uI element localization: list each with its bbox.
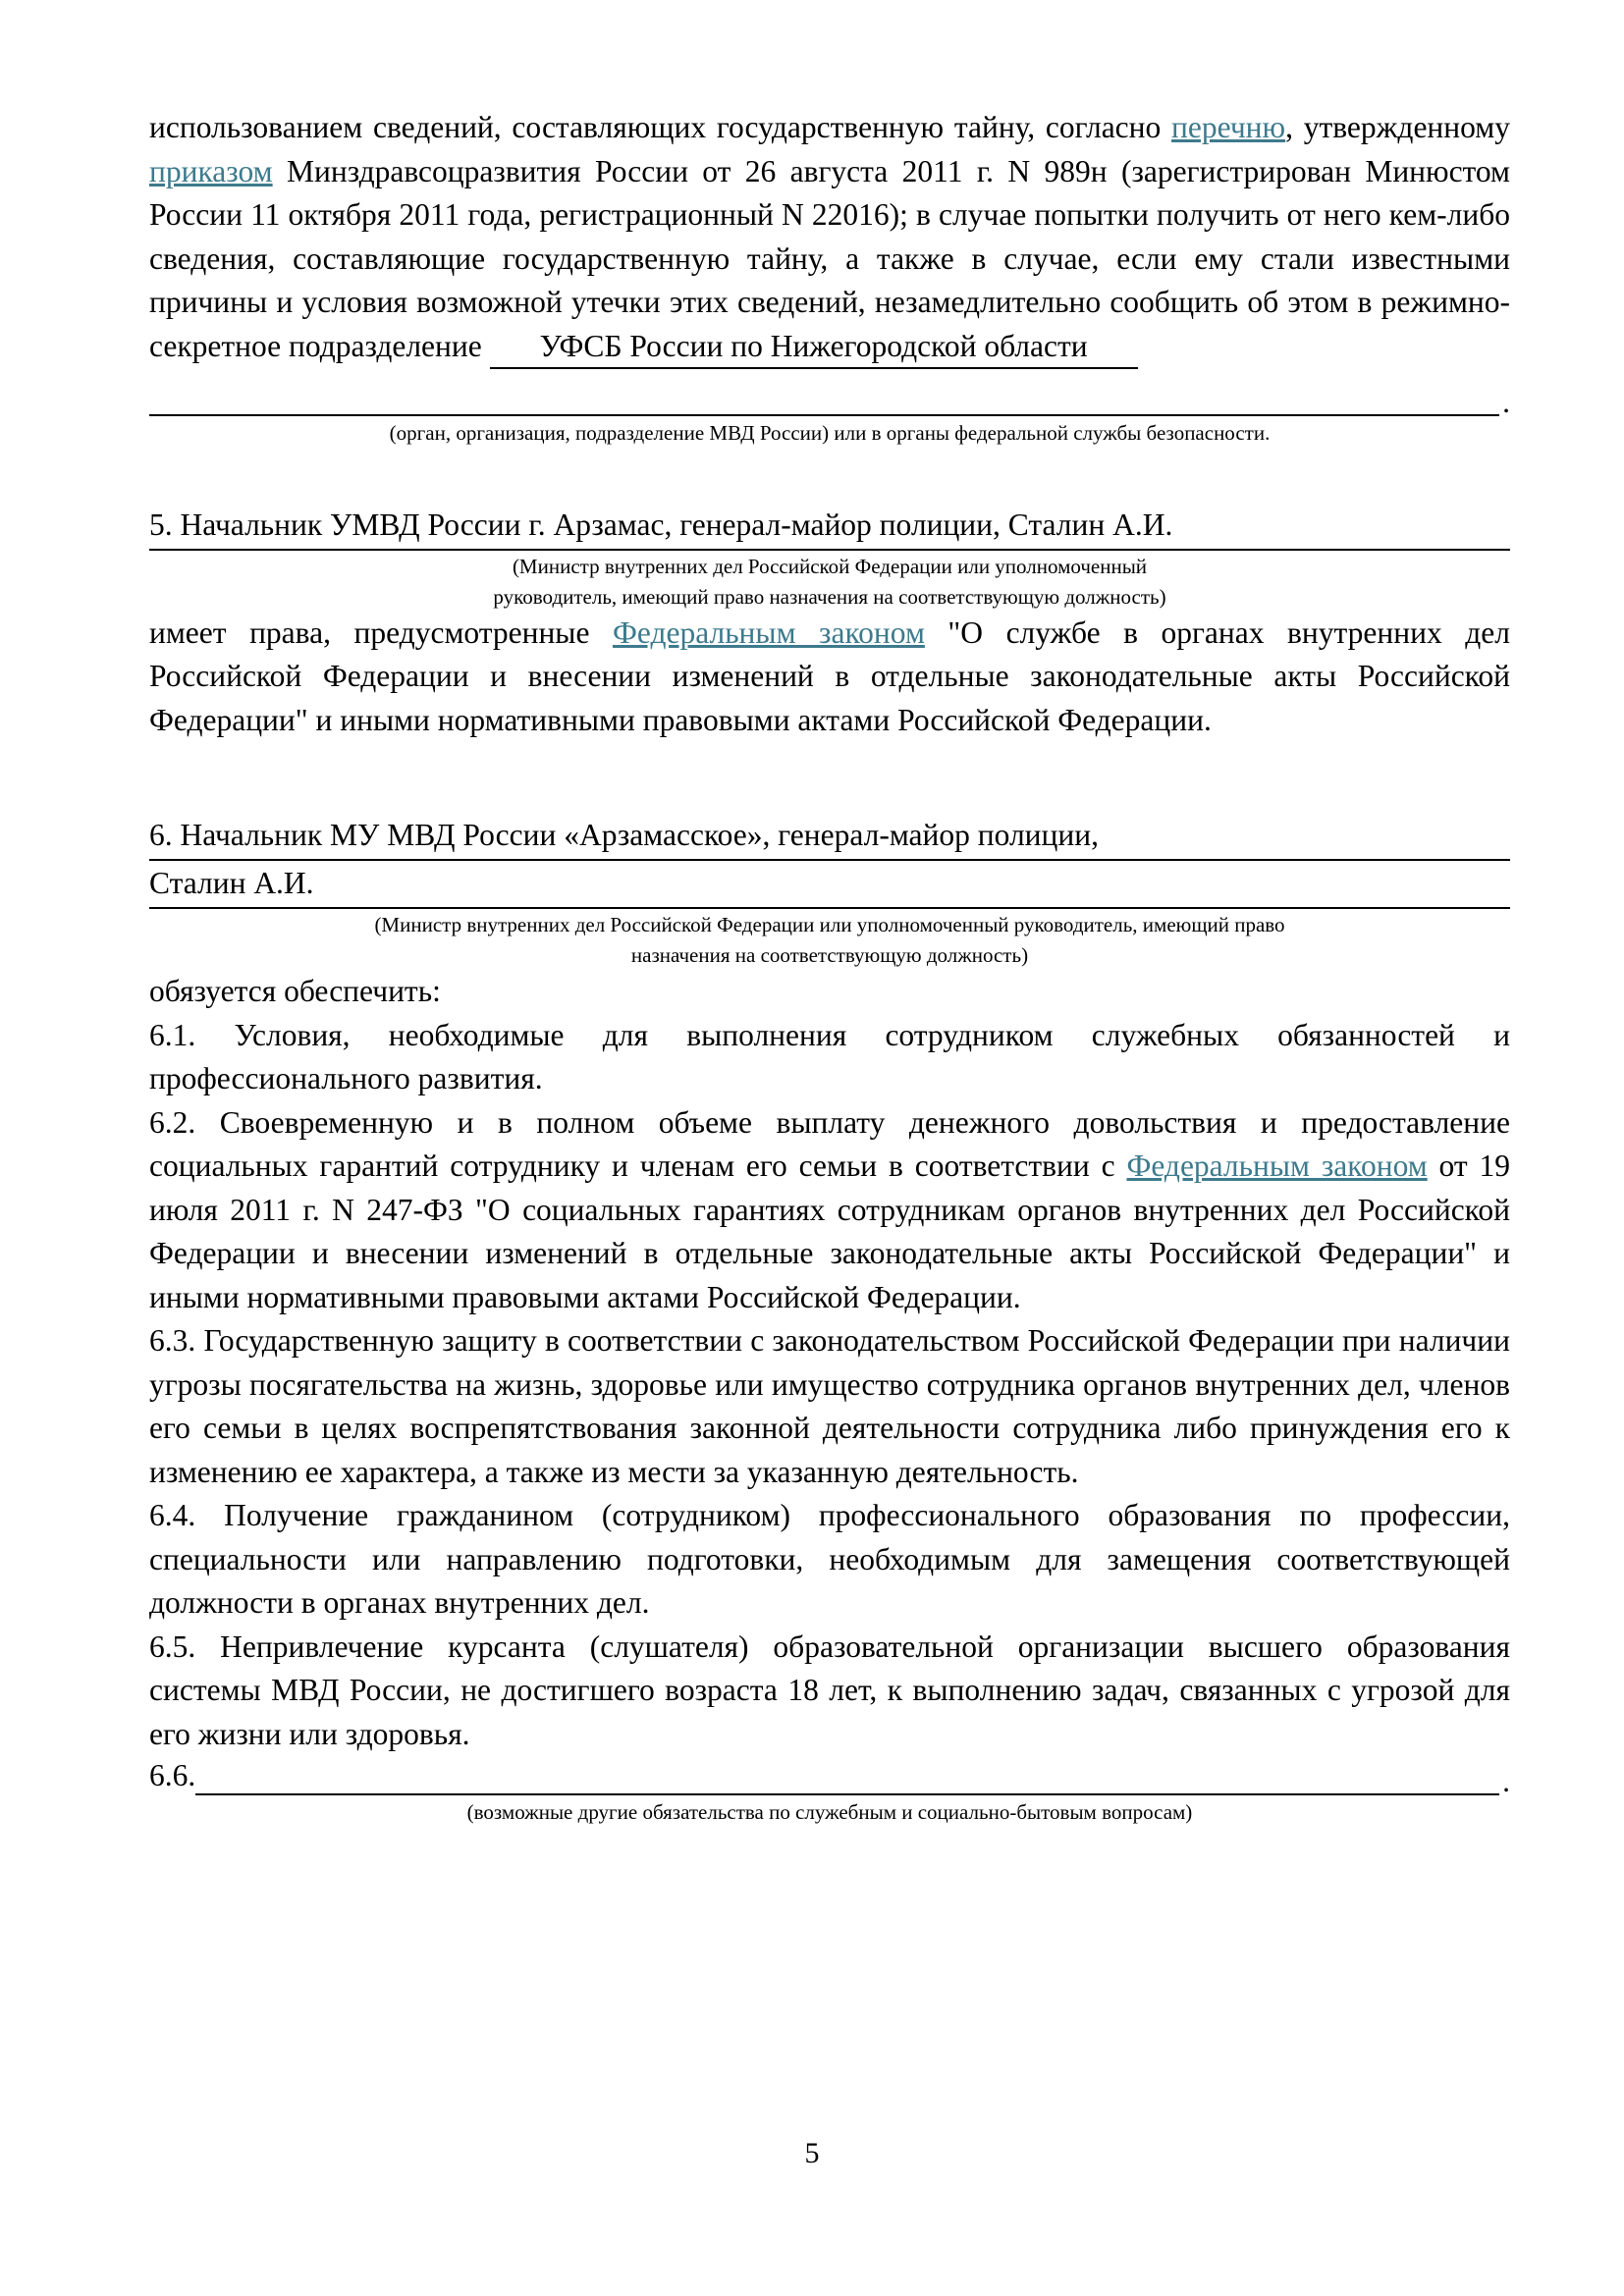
item6-subitem-6-2-segment-2: от 19 июля 2011 г. N 247-ФЗ "О социальных гарантиях сотрудникам органов внутренних дел Российской Федерации и внесении изменений в отдельные законодательные акты Российской Федерации" и иными нормативными правовыми актами Российской Федерации. [149, 1148, 1510, 1314]
item5-body-segment-2: "О службе в органах внутренних дел Российской Федерации и внесении изменений в отдельные законодательные акты Российской Федерации" и иными нормативными правовыми актами Российской Федерации. [149, 614, 1510, 737]
item6-subitem-6-3: 6.3. Государственную защиту в соответствии с законодательством Российской Федерации при наличии угрозы посягательства на жизнь, здоровье или имущество сотрудника органов внутренних дел, членов его семьи в целях воспрепятствования законной деятельности сотрудника либо принуждения его к изменению ее характера, а также из мести за указанную деятельность. [149, 1323, 1510, 1489]
item6-caption-line2: назначения на соответствующую должность) [630, 943, 1029, 967]
link-perechnyu[interactable]: перечню [1171, 110, 1286, 144]
item6-number: 6. [149, 818, 173, 852]
item5-caption-line1: (Министр внутренних дел Российской Федерации или уполномоченный [512, 554, 1148, 578]
item6-heading-line2[interactable]: Сталин А.И. [149, 861, 1510, 909]
item5-number: 5. [149, 507, 173, 542]
page-content [149, 106, 1510, 1827]
item6-caption-line1: (Министр внутренних дел Российской Федерации или уполномоченный руководитель, имеющий право [374, 913, 1285, 936]
item6-heading-text-line1[interactable]: Начальник МУ МВД России «Арзамасское», генерал-майор полиции, [172, 818, 1099, 852]
item5-heading [149, 503, 1510, 547]
item5-body [149, 612, 1510, 743]
caption-other-obligations: (возможные другие обязательства по служебным и социально-бытовым вопросам) [466, 1800, 1193, 1824]
item6-lead: обязуется обеспечить: [149, 974, 441, 1008]
paragraph-segment-3: Минздравсоцразвития России от 26 августа 2011 г. N 989н (зарегистрирован Минюстом России 11 октября 2011 года, регистрационный N 22016); в случае попытки получить от него кем-либо сведения, составляющие государственную тайну, а также в случае, если ему стали известными причины и условия возможной утечки этих сведений, незамедлительно сообщить об этом в режимно-секретное подразделение [149, 153, 1510, 363]
item5-caption-line2: руководитель, имеющий право назначения на соответствующую должность) [493, 584, 1166, 609]
item6-subitem-6-6-row [149, 1756, 1510, 1798]
page-number: 5 [804, 2137, 820, 2169]
item6-subitem-6-1: 6.1. Условия, необходимые для выполнения сотрудником служебных обязанностей и профессионального развития. [149, 1017, 1510, 1095]
blank-rule-authority-period: . [1502, 384, 1510, 419]
item6-subitem-6-6-blank[interactable] [195, 1760, 1499, 1795]
item6-subitem-6-2 [149, 1101, 1510, 1320]
paragraph-segment-2: , утвержденному [1285, 110, 1510, 144]
item6-heading-line1 [149, 813, 1510, 861]
link-federal-law-service[interactable]: Федеральным законом [613, 614, 925, 650]
item6-subitem-6-2-segment-1: 6.2. Своевременную и в полном объеме выплату денежного довольствия и предоставление социальных гарантий сотруднику и членам его семьи в соответствии с [149, 1104, 1510, 1183]
filled-blank-security-unit[interactable]: УФСБ России по Нижегородской области [490, 326, 1138, 369]
paragraph-state-secret-obligations [149, 106, 1510, 369]
spacer [149, 742, 1510, 813]
item5-body-segment-1: имеет права, предусмотренные [149, 614, 613, 650]
blank-rule-authority[interactable] [149, 385, 1499, 416]
link-prikazom[interactable]: приказом [149, 153, 273, 188]
spacer [149, 448, 1510, 503]
item6-subitem-6-6-label: 6.6. [149, 1758, 196, 1792]
link-federal-law-social-guarantees[interactable]: Федеральным законом [1126, 1148, 1428, 1183]
caption-authority-note: (орган, организация, подразделение МВД России) или в органы федеральной службы безопасности. [389, 420, 1271, 445]
item5-heading-text[interactable]: Начальник УМВД России г. Арзамас, генерал-майор полиции, Сталин А.И. [172, 507, 1173, 542]
blank-rule-authority-row [149, 384, 1510, 419]
paragraph-segment-1: использованием сведений, составляющих государственную тайну, согласно [149, 110, 1172, 144]
item6-heading-block [149, 813, 1510, 909]
item6-subitem-6-5: 6.5. Непривлечение курсанта (слушателя) образовательной организации высшего образования системы МВД России, не достигшего возраста 18 лет, к выполнению задач, связанных с угрозой для его жизни или здоровья. [149, 1629, 1510, 1751]
item5-heading-block [149, 503, 1510, 551]
item6-subitem-6-6-period: . [1502, 1764, 1510, 1798]
item6-subitem-6-4: 6.4. Получение гражданином (сотрудником) профессионального образования по профессии, специальности или направлению подготовки, необходимым для замещения соответствующей должности в органах внутренних дел. [149, 1498, 1510, 1620]
